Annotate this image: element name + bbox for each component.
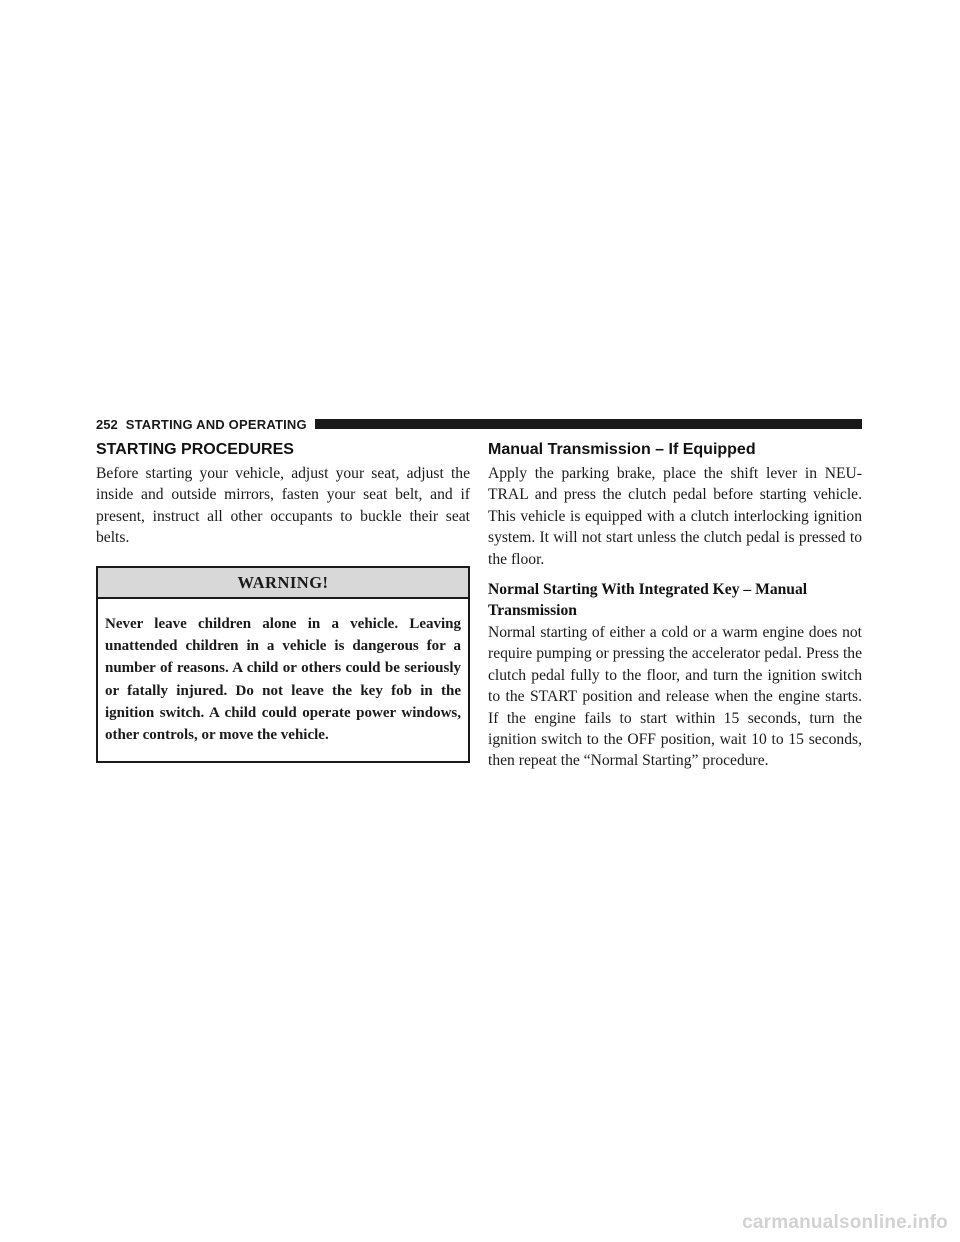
warning-text: Never leave children alone in a vehicle. Leaving unattended children in a vehicle is dangerous for a number of reasons. A child or others could be seriously or fatally injured. Do not leave the key fob in the ignition switch. A child could operate power windows, other controls, or move the vehicle. [105,615,461,744]
right-column [488,440,862,772]
warning-box [96,566,470,764]
watermark: carmanualsonline.info [742,1212,948,1233]
manual-transmission-paragraph: Apply the parking brake, place the shift lever in NEUTRAL and press the clutch pedal before starting vehicle. This vehicle is equipped with a clutch interlocking ignition system. It will not start unless the clutch pedal is pressed to the floor. [488,465,862,568]
normal-starting-paragraph: Normal starting of either a cold or a warm engine does not require pumping or pressing the accelerator pedal. Press the clutch pedal fully to the floor, and turn the ignition switch to the START position and release when the engine starts. If the engine fails to start within 15 seconds, turn the ignition switch to the OFF position, wait 10 to 15 seconds, then repeat the “Normal Starting” procedure. [488,624,862,770]
section-name: STARTING AND OPERATING [125,416,307,432]
page-number: 252 [96,416,118,432]
page-header [96,414,862,434]
normal-starting-heading: Normal Starting With Integrated Key – Manual Transmission [488,581,808,619]
header-rule [315,419,862,429]
manual-transmission-heading: Manual Transmission – If Equipped [488,441,756,458]
intro-paragraph: Before starting your vehicle, adjust your seat, adjust the inside and outside mirrors, fasten your seat belt, and if present, instruct all other occupants to buckle their seat belts. [96,465,470,547]
warning-title: WARNING! [98,568,468,599]
section-heading: STARTING PROCEDURES [96,441,294,458]
left-column [96,440,470,763]
